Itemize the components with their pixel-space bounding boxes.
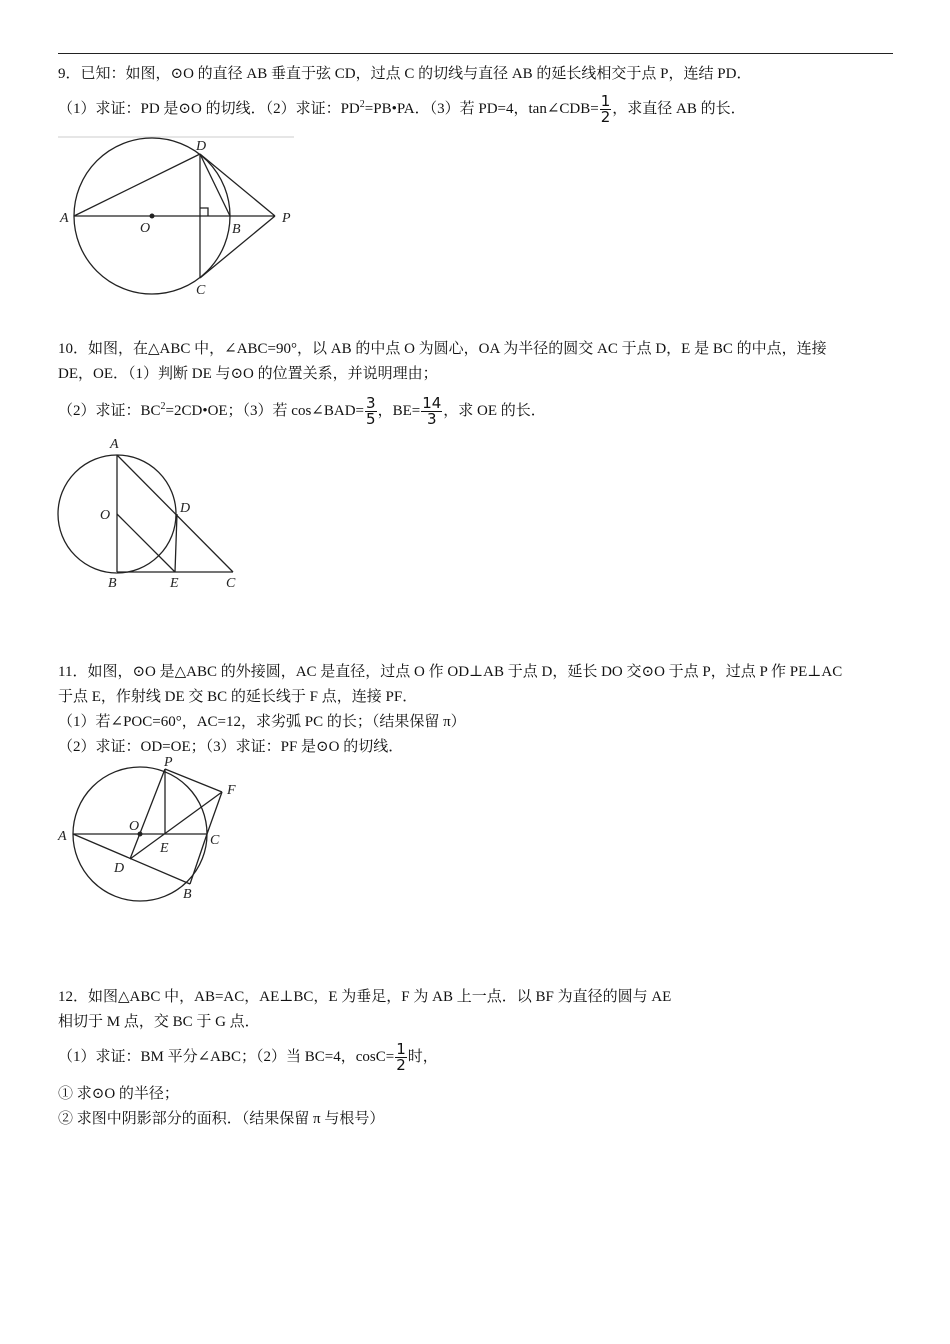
q11-ray-DF: [130, 792, 222, 859]
q10-label-A: A: [110, 437, 119, 452]
q9-label-B: B: [232, 222, 241, 237]
q11-label-F: F: [227, 783, 236, 798]
q10-label-C: C: [226, 576, 236, 591]
q9-part-b: =PB•PA．（3）若 PD=4，tan∠CDB=: [364, 100, 599, 117]
q9-right-angle: [200, 208, 208, 216]
q9-tangent-PD: [200, 154, 275, 216]
q10-line-OE: [117, 514, 175, 572]
q9-label-D: D: [196, 139, 207, 154]
q11-part-2-3: （2）求证：OD=OE；（3）求证：PF 是⊙O 的切线．: [58, 739, 404, 755]
q12-fraction: [395, 1042, 407, 1073]
q12-subpart-1: ① 求⊙O 的半径；: [58, 1086, 179, 1102]
q10-fraction-cos: [365, 396, 377, 427]
q10-statement-1: 10．如图，在△ABC 中，∠ABC=90°，以 AB 的中点 O 为圆心，OA 为半径的圆交 AC 于点 D，E 是 BC 的中点，连接: [58, 341, 827, 357]
q9-line-DB: [200, 154, 230, 216]
q10-part-c: ，BE=: [377, 402, 421, 419]
q10-frac1-num: 3: [366, 394, 376, 412]
q9-frac-num: 1: [600, 92, 611, 110]
q12-part-b: 时，: [407, 1048, 438, 1065]
q12-part-a: （1）求证：BM 平分∠ABC；（2）当 BC=4，cosC=: [58, 1048, 395, 1065]
q11-label-D: D: [114, 861, 125, 876]
q9-label-P: P: [282, 211, 291, 226]
q10-fraction-be: [421, 396, 442, 427]
q9-center-dot: [150, 214, 155, 219]
q11-part-1: （1）若∠POC=60°，AC=12，求劣弧 PC 的长；（结果保留 π）: [58, 714, 466, 730]
q11-figure: [50, 752, 250, 912]
q12-subpart-2: ② 求图中阴影部分的面积．（结果保留 π 与根号）: [58, 1111, 385, 1127]
q10-figure: [50, 430, 250, 595]
q10-frac1-den: 5: [366, 410, 376, 428]
q10-parts: [58, 396, 546, 427]
q10-part-a: （2）求证：BC: [58, 402, 161, 419]
q9-statement: 9．已知：如图，⊙O 的直径 AB 垂直于弦 CD，过点 C 的切线与直径 AB 的延长线相交于点 P，连结 PD．: [58, 66, 752, 82]
q11-label-O: O: [129, 819, 140, 834]
q11-label-C: C: [210, 833, 220, 848]
q9-parts: [58, 94, 746, 125]
q10-frac2-den: 3: [426, 410, 437, 428]
q12-statement-2: 相切于 M 点，交 BC 于 G 点．: [58, 1014, 260, 1030]
q9-frac-den: 2: [600, 108, 611, 126]
q10-superscript: 2: [160, 400, 166, 412]
q10-label-D: D: [180, 501, 191, 516]
q10-statement-2: DE，OE．（1）判断 DE 与⊙O 的位置关系，并说明理由；: [58, 366, 438, 382]
q12-frac-den: 2: [396, 1056, 406, 1074]
q11-line-CF: [207, 792, 222, 834]
q11-line-BC: [190, 834, 207, 884]
q11-label-E: E: [160, 841, 169, 856]
q9-figure: [50, 130, 310, 305]
q9-label-O: O: [140, 221, 151, 236]
q9-part-a: （1）求证：PD 是⊙O 的切线．（2）求证：PD: [58, 100, 360, 117]
q10-part-d: ，求 OE 的长．: [443, 402, 546, 419]
q9-superscript: 2: [359, 98, 365, 110]
top-rule: [58, 53, 893, 54]
q9-label-A: A: [60, 211, 69, 226]
q11-label-A: A: [58, 829, 67, 844]
q12-parts: [58, 1042, 438, 1073]
q11-line-PF: [165, 769, 222, 792]
q9-part-c: ，求直径 AB 的长．: [612, 100, 746, 117]
q9-line-AD: [74, 154, 200, 216]
q11-label-P: P: [164, 755, 173, 770]
q10-label-O: O: [100, 508, 111, 523]
q11-line-AB: [73, 834, 190, 884]
q9-label-C: C: [196, 283, 206, 298]
q11-statement-2: 于点 E，作射线 DE 交 BC 的延长线于 F 点，连接 PF．: [58, 689, 418, 705]
q10-label-B: B: [108, 576, 117, 591]
q11-label-B: B: [183, 887, 192, 902]
q10-frac2-num: 14: [422, 394, 442, 412]
q10-label-E: E: [170, 576, 179, 591]
q10-part-b: =2CD•OE；（3）若 cos∠BAD=: [165, 402, 365, 419]
q12-statement-1: 12．如图△ABC 中，AB=AC，AE⊥BC，E 为垂足，F 为 AB 上一点．以 BF 为直径的圆与 AE: [58, 989, 672, 1005]
q9-fraction: [600, 94, 612, 125]
q11-statement-1: 11．如图，⊙O 是△ABC 的外接圆，AC 是直径，过点 O 作 OD⊥AB 于点 D，延长 DO 交⊙O 于点 P，过点 P 作 PE⊥AC: [58, 664, 843, 680]
q12-frac-num: 1: [396, 1040, 406, 1058]
